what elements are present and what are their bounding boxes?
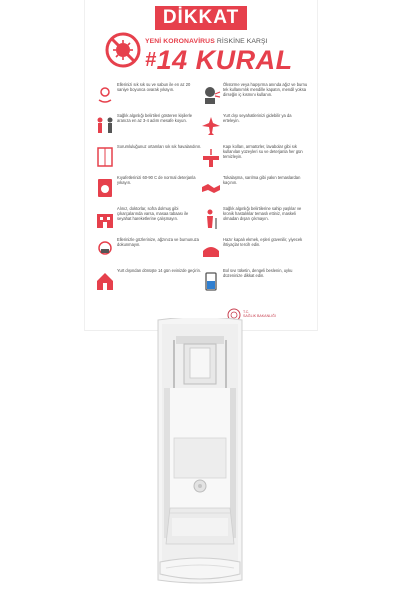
water-icon (201, 270, 221, 292)
handwash-icon (95, 84, 115, 106)
poster-title: DİKKAT (155, 6, 247, 30)
rule-item (95, 144, 205, 174)
airplane-icon (201, 115, 221, 137)
sneeze-icon (201, 84, 221, 106)
distance-icon (95, 115, 115, 137)
rule-item (201, 113, 311, 143)
rule-text: Hazır kapalı ekmek, eşleri güvenilir, yiyecek ihtiyaçlar tercih edin. (223, 237, 303, 247)
rule-item (95, 82, 205, 112)
covid-rules-poster (84, 0, 318, 331)
poster-subtitle (145, 38, 315, 45)
heading-text: 14 KURAL (156, 45, 293, 75)
rule-text: Sağlık algınlığı belirtilerine sahip yaşlılar ve kronik hastalıklar temaslı ettiniz, maskeli olmadan dışarı çıkmayın. (223, 206, 302, 221)
rule-text: Yurt dışı seyahatlerinizi gidebilir ya da erteleyin. (223, 113, 292, 123)
rule-text: Yurt dışından dönüşte 14 gün evinizde geçirin. (117, 268, 201, 273)
top-bracket (176, 336, 224, 344)
sanitizer-dispenser (150, 318, 250, 590)
poster-heading (145, 45, 293, 76)
rule-item (95, 268, 205, 298)
rule-item (201, 175, 311, 205)
rule-text: Tokalaşma, sarılma gibi yakın temaslardan kaçının. (223, 175, 301, 185)
rule-item (201, 144, 311, 174)
rule-item (201, 237, 311, 267)
rule-text: Sorumluluğunuz ortamları sık sık havalandırın. (117, 144, 202, 149)
rule-item (95, 206, 205, 236)
building-icon (95, 208, 115, 230)
rule-text: Ellerinizi sık sık su ve sabun ile en az 20 saniye boyunca ovarak yıkayın. (117, 82, 191, 92)
rule-item (95, 237, 205, 267)
rule-text: Sağlık algınlığı belirtileri gösteren kişilerle aranıza en az 3-4 adım mesafe koyun. (117, 113, 193, 123)
rule-text: Bol sıvı tüketin, dengeli beslenin, uyku düzeninize dikkat edin. (223, 268, 293, 278)
subtitle-strong: YENİ KORONAVİRUS (145, 38, 215, 45)
ministry-logo-text: T.C. SAĞLIK BAKANLIĞI (243, 310, 276, 319)
rule-item (201, 268, 311, 298)
closet-icon (95, 146, 115, 168)
bread-icon (201, 239, 221, 261)
home-icon (95, 270, 115, 292)
rule-text: Ellerinizle gözlerinize, ağzınıza ve burnunuza dokunmayın. (117, 237, 199, 247)
rule-item (201, 82, 311, 112)
rule-text: Öksürme veya hapşırma anında ağız ve burnu tek kullanımlık mendille kapatın, mendil yoksa dirseğin iç kısmını kullanın. (223, 82, 308, 97)
face-mask-icon (95, 239, 115, 261)
handshake-icon (201, 177, 221, 199)
rule-text: Kıyafetlerinizi 60-90 C de normal deterjanla yıkayın. (117, 175, 196, 185)
rule-item (95, 175, 205, 205)
rule-text: Alınız, doktorlar, sofra dolmuş gibi çıkarçalarında varsa, masaa tabaası ile seyahat hareketlerine çalışmayın. (117, 206, 189, 221)
heading-prefix: # (145, 49, 157, 71)
rule-item (95, 113, 205, 143)
virus-prohibited-icon (105, 32, 141, 68)
washing-machine-icon (95, 177, 115, 199)
subtitle-rest: RİSKİNE KARŞI (216, 38, 268, 45)
rule-text: Kapı kolları, armatürler, lavabolar gibi sık kullanılan yüzeyleri su ve deterjanla her gün temizleyin. (223, 144, 303, 159)
elderly-icon (201, 208, 221, 230)
dispenser-window (174, 438, 226, 478)
rule-item (201, 206, 311, 236)
sink-icon (201, 146, 221, 168)
